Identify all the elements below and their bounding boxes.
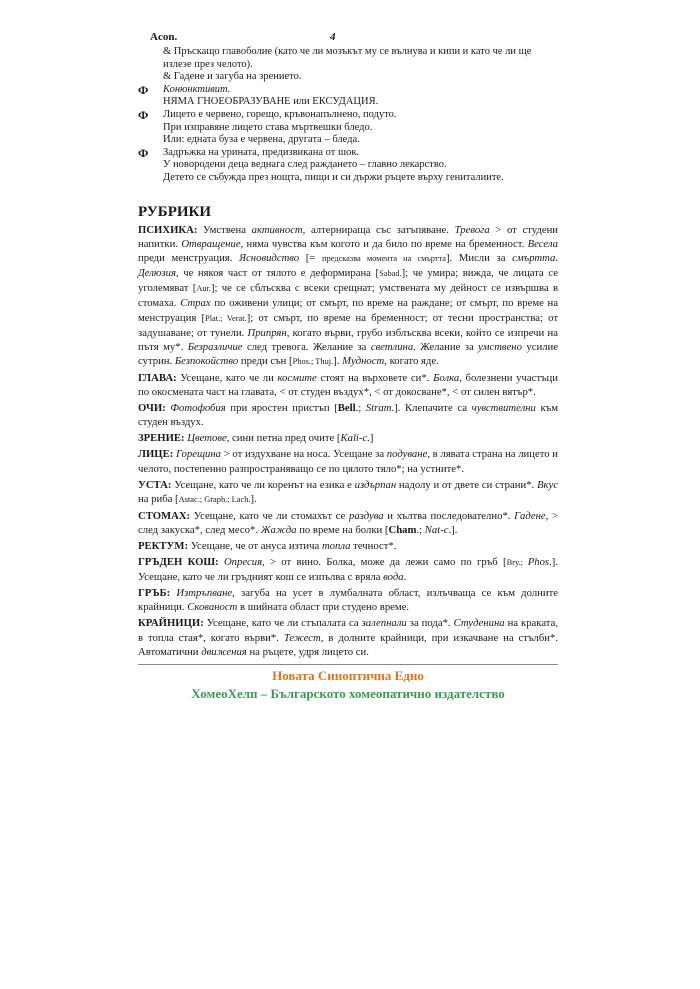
rubric-text: по време на болки [ — [296, 523, 389, 536]
rubric-text: залепнали — [361, 617, 407, 630]
rubric-list — [138, 223, 558, 659]
rubric-paragraph — [138, 223, 558, 369]
rubric-text: Усещане, като че ли стомахът се — [190, 509, 349, 522]
rubric-text: топла — [321, 539, 351, 552]
rubric-text: Усещане, като че ли стъпалата са — [203, 617, 362, 630]
rubric-text: предсказва момента на смъртта — [321, 254, 446, 264]
rubric-text: Kali-c. — [340, 432, 370, 445]
rubric-text: Cham — [388, 523, 417, 536]
rubric-text: преди менструация. — [138, 252, 240, 265]
rubric-label: ГРЪДЕН КОШ: — [138, 556, 219, 569]
rubric-paragraph — [138, 431, 558, 445]
rubric-text: .]. — [448, 523, 458, 536]
rubric-text: Гадене — [514, 509, 546, 522]
rubric-text: > от студени напитки. — [138, 224, 559, 251]
rubric-text: Bell — [337, 402, 356, 415]
rubric-text: Bry.; — [506, 558, 528, 568]
rubric-text: Фотофобия — [170, 402, 226, 415]
rubric-text: ]; че умира; вижда, че лицата се уголемяват [ — [138, 267, 558, 295]
rubric-text: , сини петна пред очите [ — [226, 432, 341, 445]
rubric-text: издърпан — [354, 478, 397, 491]
symptom-line: & Гадене и загуба на зрението. — [163, 71, 302, 83]
rubric-text: Изтръпване — [176, 587, 233, 600]
rubric-text: Aur. — [196, 284, 211, 294]
rubric-text: космите — [277, 371, 317, 384]
phi-bullet-icon: Ф — [138, 107, 149, 122]
rubric-text: Мудност — [342, 354, 385, 367]
footer-title: Новата Синоптична Едно — [272, 668, 424, 683]
rubric-paragraph — [138, 509, 558, 537]
rubric-paragraph — [138, 478, 558, 507]
rubric-text: движения — [201, 645, 247, 658]
rubric-label: ЛИЦЕ: — [138, 448, 174, 461]
rubric-label: ГРЪБ: — [138, 587, 171, 600]
rubric-paragraph — [138, 401, 558, 429]
rubric-text: усилие сутрин. — [138, 340, 558, 367]
rubric-text: . — [555, 252, 558, 265]
symptom-block — [138, 46, 558, 185]
rubric-text: Страх — [180, 297, 211, 310]
rubric-text: светлина — [370, 340, 414, 353]
phi-item-first: Лицето е червено, горещо, кръвонапълнено, подуто. — [163, 108, 397, 120]
rubric-text: , загуба на усет в лумбалната област, излъчваща се към долните крайници. — [138, 587, 558, 614]
rubric-label: РЕКТУМ: — [138, 539, 189, 552]
rubric-text: за пода*. — [406, 617, 454, 630]
rubric-text: на краката, в топла стая*, когато върви*. — [138, 617, 559, 644]
rubric-text: , когато яде. — [384, 354, 439, 367]
rubric-text: стоят на върховете си*. — [316, 371, 434, 384]
rubric-label: ПСИХИКА: — [138, 224, 198, 236]
rubric-text: умствено — [478, 340, 522, 353]
remedy-abbrev: Acon. — [150, 31, 178, 43]
rubric-text: Умствена — [197, 224, 252, 236]
rubric-text: .; — [416, 523, 425, 536]
phi-bullet-icon: Ф — [138, 145, 149, 160]
rubric-text: преди сън [ — [238, 354, 293, 367]
rubric-text: Опресия — [223, 556, 263, 569]
rubric-label: СТОМАХ: — [138, 509, 191, 522]
rubric-text: Безпокойство — [174, 354, 239, 367]
rubric-text: на ръцете, удря лицето си. — [246, 645, 369, 658]
rubric-paragraph — [138, 555, 558, 584]
rubric-paragraph — [138, 586, 558, 614]
rubric-text: вода — [383, 571, 404, 584]
rubric-text: Sabad. — [379, 269, 402, 279]
rubric-text: , алтерниращa със затъпяване. — [302, 224, 455, 236]
rubric-text: Plat.; Verat. — [205, 313, 247, 323]
rubric-text: смъртта — [512, 252, 556, 265]
phi-item-line: Детето се събужда през нощта, пищи и си държи ръцете върху гениталиите. — [163, 171, 504, 183]
rubric-text: Скованост — [187, 601, 238, 614]
rubric-paragraph — [138, 539, 558, 553]
rubric-text: , в лявата страна на лицето и челото, постепенно разпространяващо се по цялото тяло*; на устните*. — [138, 448, 559, 475]
rubric-text: подуване — [386, 448, 428, 461]
footer-divider — [138, 664, 558, 665]
rubric-label: ЗРЕНИЕ: — [138, 432, 185, 445]
rubric-text: ]; от смърт, по време на бременност; от тесни пространства; от задушаване; от тунели. — [138, 311, 558, 339]
rubric-text: Безразличие — [187, 340, 243, 353]
footer-publisher: ХомеоХелп – Българското хомеопатично издателство — [191, 686, 505, 701]
rubrics-section — [138, 203, 558, 661]
rubric-text: , че някоя част от тялото е деформирана [ — [175, 267, 380, 280]
rubric-text: [= — [299, 252, 322, 265]
rubric-text: при яростен пристъп [ — [225, 402, 338, 415]
rubric-text: . — [403, 571, 407, 584]
rubric-text: Весела — [527, 238, 558, 251]
rubric-text: ]; че се сблъсква с всеки срещнат; умствената му дейност се извършва в стомаха. — [138, 282, 558, 310]
page-header — [150, 31, 550, 43]
rubric-text: Припрян — [247, 326, 287, 339]
phi-item-line: При изправяне лицето става мъртвешки бледо. — [163, 121, 373, 133]
rubric-text: Горещина — [175, 448, 221, 461]
rubric-text: Жажда — [260, 523, 297, 536]
rubric-text: в шийната област при студено време. — [237, 601, 410, 614]
rubric-text: Цветове — [187, 432, 227, 445]
rubric-text: , болезнени участъци по окосмената част на главата, < от студен въздух*, < от докосване*, < от силен вятър*. — [138, 371, 558, 399]
phi-item-first: Конюнктивит. — [163, 83, 231, 95]
rubric-text: Болка — [433, 371, 460, 384]
phi-item — [138, 109, 558, 147]
rubric-label: УСТА: — [138, 478, 172, 491]
rubric-text: , няма чувства към когото и да било по време на бременност. — [240, 238, 528, 251]
rubric-text: към студен въздух. — [138, 402, 558, 429]
rubric-text: > от издухване на носа. Усещане за — [221, 448, 387, 461]
rubric-text: Ясновидство — [239, 252, 300, 265]
rubric-text: , когато върви, грубо изблъсква всеки, който се изпречи на пътя му*. — [138, 326, 558, 353]
rubric-text: по оживени улици; от смърт, по време на раждане; от смърт, по време на менструация [ — [138, 297, 558, 324]
rubric-text: Вкус — [536, 478, 558, 491]
phi-item — [138, 147, 558, 185]
rubrics-title: РУБРИКИ — [138, 204, 212, 220]
rubric-text: ]. — [333, 354, 343, 367]
rubric-text: .]. Клепачите са — [391, 402, 472, 415]
rubric-text: Тревога — [454, 224, 490, 236]
rubric-text: Делюзия — [138, 267, 176, 280]
rubric-text: Astac.; Graph.; Lach. — [178, 494, 251, 504]
rubric-label: ОЧИ: — [138, 402, 166, 415]
phi-item — [138, 84, 558, 109]
rubric-text: .]. Усещане, като че ли гръдният кош се изпълва с вряла — [138, 556, 558, 584]
rubric-text: течност*. — [350, 539, 397, 552]
rubric-text: Отвращение — [181, 238, 241, 251]
rubric-text: Nat-c — [424, 523, 449, 536]
rubric-text: Усещане, като че ли — [176, 371, 278, 384]
symptom-line: излезе през челото). — [163, 58, 253, 70]
rubric-text: надолу и от двете си страни*. — [396, 478, 537, 491]
symptom-line: & Пръскащо главоболие (като че ли мозъкът му се вълнува и кипи и като че ли ще — [163, 46, 532, 57]
phi-item-line: НЯМА ГНОЕОБРАЗУВАНЕ или ЕКСУДАЦИЯ. — [163, 96, 379, 108]
rubric-text: Phos — [527, 556, 550, 569]
rubric-text: раздува — [348, 509, 384, 522]
rubric-text: чувствителни — [471, 402, 536, 415]
rubric-text: Усещане, като че ли коренът на езика е — [171, 478, 355, 491]
rubric-text: Stram — [365, 402, 392, 415]
rubric-paragraph — [138, 447, 558, 475]
rubric-text: ]. — [250, 492, 257, 505]
rubric-text: , > от вино. Болка, може да лежи само по гръб [ — [262, 556, 507, 569]
phi-item-first: Задръжка на урината, предизвикана от шок. — [163, 146, 360, 158]
rubric-label: КРАЙНИЦИ: — [138, 617, 204, 630]
rubric-text: Усещане, че от ануса изтича — [188, 539, 322, 552]
rubric-text: , > след закуска*, след месо*. — [138, 509, 559, 536]
phi-bullet-icon: Ф — [138, 82, 149, 97]
rubric-text: .; — [355, 402, 366, 415]
phi-item-line: Или: едната буза е червена, другата – бледа. — [163, 134, 360, 146]
rubric-text: Phos.; Thuj. — [292, 356, 334, 366]
rubric-paragraph — [138, 371, 558, 399]
page-number: 4 — [330, 31, 336, 43]
rubric-text: ]. Мисли за — [445, 252, 513, 265]
rubric-label: ГЛАВА: — [138, 371, 177, 384]
phi-item-line: У новородени деца веднага след раждането – главно лекарство. — [163, 159, 447, 171]
rubric-text: на риба [ — [138, 492, 179, 505]
rubric-text: Студенина — [453, 617, 505, 630]
rubric-text: . Желание за — [413, 340, 479, 353]
rubric-paragraph — [138, 616, 558, 658]
rubric-text: ] — [369, 432, 374, 445]
rubric-text: след тревога. Желание за — [242, 340, 371, 353]
rubric-text: активност — [251, 224, 303, 236]
rubric-text: Тежест — [283, 631, 321, 644]
rubric-text: , в долните крайници, при изкачване на стълби*. Автоматични — [138, 631, 558, 658]
rubric-text: и хълтва последователно*. — [383, 509, 515, 522]
